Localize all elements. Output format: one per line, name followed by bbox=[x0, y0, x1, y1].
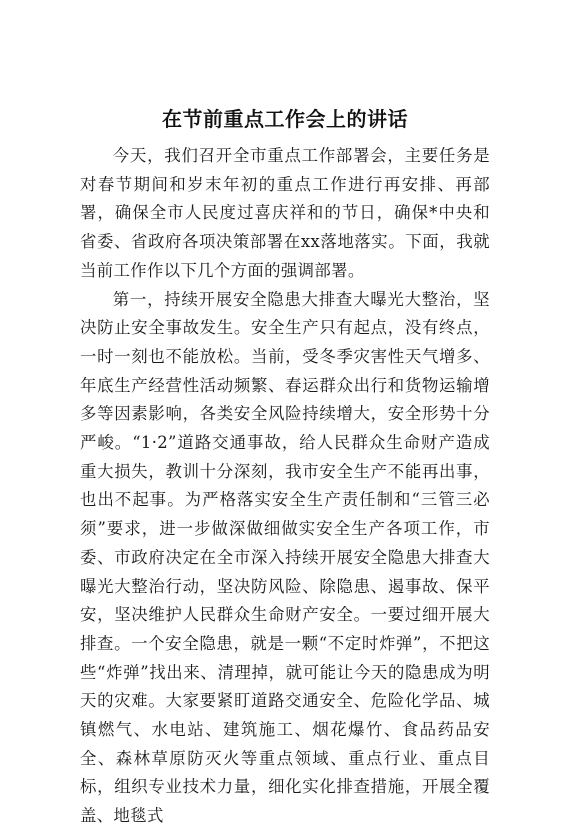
document-title: 在节前重点工作会上的讲话 bbox=[162, 107, 408, 131]
paragraph-intro: 今天，我们召开全市重点工作部署会，主要任务是对春节期间和岁末年初的重点工作进行再安排、再部署，确保全市人民度过喜庆祥和的节日，确保*中央和省委、省政府各项决策部署在xx落地落实。下面，我就当前工作作以下几个方面的强调部署。 bbox=[80, 146, 490, 280]
paragraph-safety: 第一，持续开展安全隐患大排查大曝光大整治，坚决防止安全事故发生。安全生产只有起点，没有终点，一时一刻也不能放松。当前，受冬季灾害性天气增多、年底生产经营性活动频繁、春运群众出行和货物运输增多等因素影响，各类安全风险持续增大，安全形势十分严峻。“1·2”道路交通事故，给人民群众生命财产造成重大损失，教训十分深刻，我市安全生产不能再出事，也出不起事。为严格落实安全生产责任制和“三管三必须”要求，进一步做深做细做实安全生产各项工作，市委、市政府决定在全市深入持续开展安全隐患大排查大曝光大整治行动，坚决防风险、除隐患、遏事故、保平安，坚决维护人民群众生命财产安全。一要过细开展大排查。一个安全隐患，就是一颗“不定时炸弹”，不把这些“炸弹”找出来、清理掉，就可能让今天的隐患成为明天的灾难。大家要紧盯道路交通安全、危险化学品、城镇燃气、水电站、建筑施工、烟花爆竹、食品药品安全、森林草原防灭火等重点领域、重点行业、重点目标，组织专业技术力量，细化实化排查措施，开展全覆盖、地毯式 bbox=[80, 289, 490, 826]
